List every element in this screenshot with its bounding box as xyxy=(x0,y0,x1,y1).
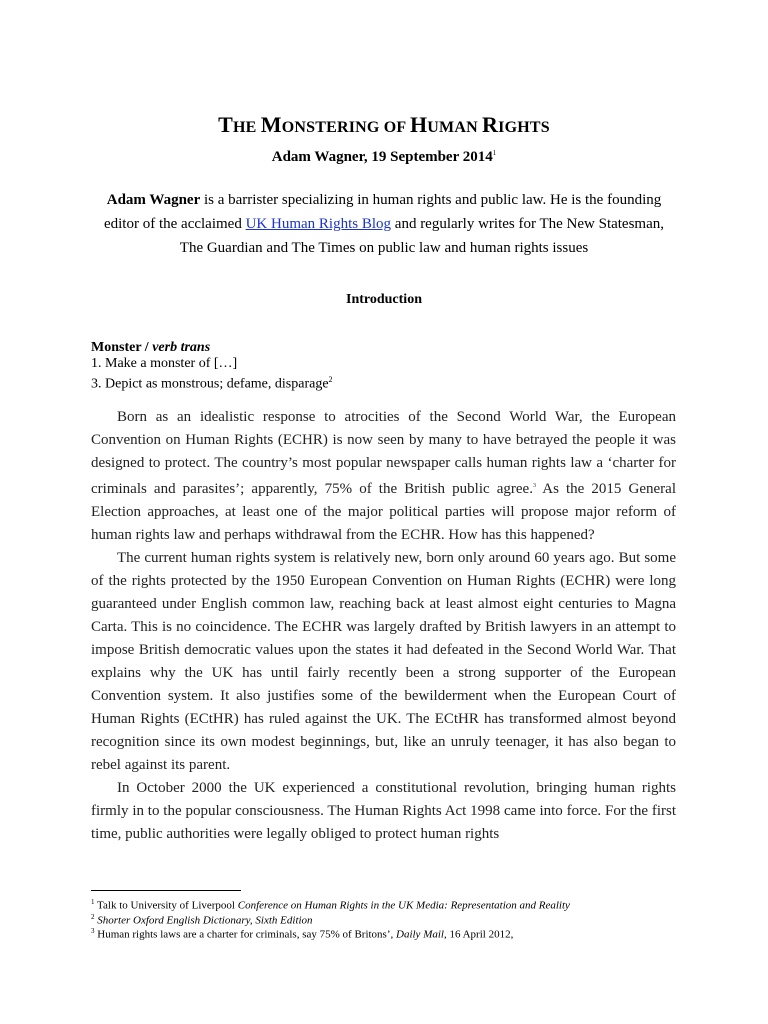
footnote-1: $^1$ Talk to University of Liverpool Conference on Human Rights in the UK Media: Representation and Reality xyxy=(91,898,570,912)
footnote-ref-2[interactable]: 2 xyxy=(328,375,333,384)
paragraph-3: In October 2000 the UK experienced a constitutional revolution, bringing human rights firmly in to the popular consciousness. The Human Rights Act 1998 came into force. For the first time, public authorities were legally obliged to protect human rights xyxy=(91,780,676,842)
body-text xyxy=(91,406,676,846)
dictionary-definition xyxy=(91,340,333,393)
uk-human-rights-blog-link[interactable]: UK Human Rights Blog xyxy=(245,216,392,232)
footnote-ref-3[interactable]: 3 xyxy=(532,483,536,489)
definition-headword: Monster / verb trans xyxy=(91,340,211,355)
footnote-ref-1[interactable]: 1 xyxy=(492,149,497,157)
author-bio: Adam Wagner is a barrister specializing in human rights and public law. He is the founding editor of the acclaimed UK Human Rights Blog and regularly writes for The New Statesman, The Guardian and The Times on public law and human rights issues xyxy=(103,192,665,256)
byline xyxy=(0,149,768,166)
author-name: Adam Wagner xyxy=(106,192,201,208)
footnote-2: $^2$ Shorter Oxford English Dictionary, Sixth Edition xyxy=(91,912,313,927)
paragraph-1: Born as an idealistic response to atrocities of the Second World War, the European Convention on Human Rights (ECHR) is now seen by many to have betrayed the people it was designed to protect. The country’s most popular newspaper calls human rights law a ‘charter for criminals and parasites’; apparently, 75% of the British public agree.$^3$ As the 2015 General Election approaches, at least one of the major political parties will propose major reform of human rights law and perhaps withdrawal from the ECHR. How has this happened? xyxy=(91,409,677,543)
byline-text: Adam Wagner, 19 September 2014 xyxy=(271,149,493,165)
footnote-divider xyxy=(91,890,241,891)
section-heading-introduction: Introduction xyxy=(346,292,422,307)
definition-sense-3: 3. Depict as monstrous; defame, disparage$^2$ xyxy=(91,375,333,392)
footnote-3: $^3$ Human rights laws are a charter for criminals, say 75% of Britons’, Daily Mail, 16 April 2012, xyxy=(91,927,514,941)
paragraph-2: The current human rights system is relatively new, born only around 60 years ago. But some of the rights protected by the 1950 European Convention on Human Rights (ECHR) were long guaranteed under English common law, reaching back at least almost eight centuries to Magna Carta. This is no coincidence. The ECHR was largely drafted by British lawyers in an attempt to impose British democratic values upon the states it had defeated in the Second World War. That explains why the UK has until fairly recently been a strong supporter of the European Convention system. It also justifies some of the bewilderment when the European Court of Human Rights (ECtHR) has ruled against the UK. The ECtHR has transformed almost beyond recognition since its own modest beginnings, but, like an unruly teenager, it has also began to rebel against its parent. xyxy=(91,550,676,773)
footnotes xyxy=(91,897,691,941)
document-title: THE MONSTERING OF HUMAN RIGHTS xyxy=(218,112,550,137)
definition-sense-1: 1. Make a monster of […] xyxy=(91,356,238,371)
